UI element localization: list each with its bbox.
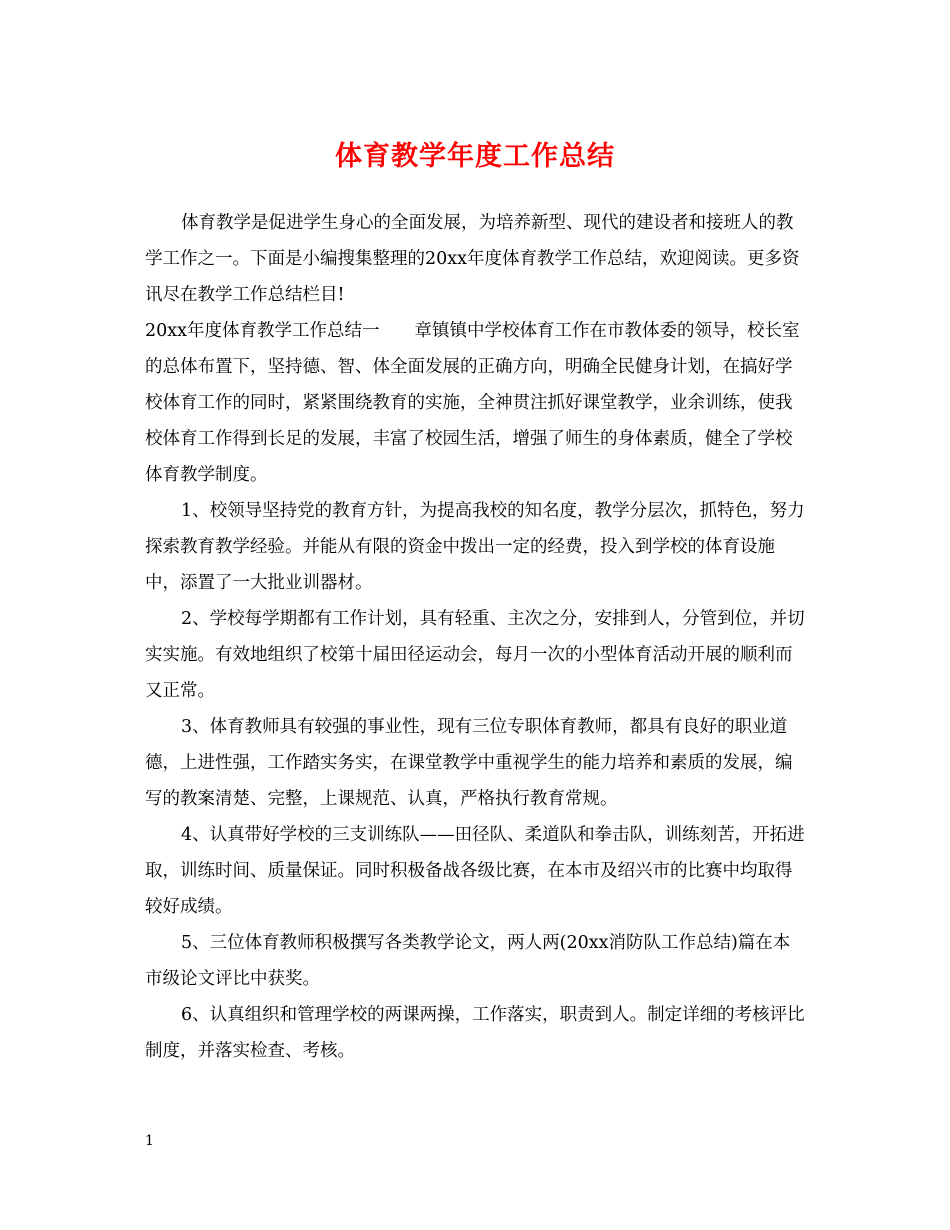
document-title: 体育教学年度工作总结 [335, 141, 615, 172]
paragraph-item-3: 3、体育教师具有较强的事业性，现有三位专职体育教师，都具有良好的职业道德，上进性强，工作踏实务实，在课堂教学中重视学生的能力培养和素质的发展，编写的教案清楚、完整，上课规范、认真，严格执行教育常规。 [145, 717, 793, 809]
paragraph-item-2: 2、学校每学期都有工作计划，具有轻重、主次之分，安排到人，分管到位，并切实实施。有效地组织了校第十届田径运动会，每月一次的小型体育活动开展的顺利而又正常。 [145, 609, 805, 701]
paragraph-item-6: 6、认真组织和管理学校的两课两操，工作落实，职责到人。制定详细的考核评比制度，并落实检查、考核。 [145, 1005, 805, 1061]
paragraph-summary-one: 20xx年度体育教学工作总结一 章镇镇中学校体育工作在市教体委的领导，校长室的总体布置下，坚持德、智、体全面发展的正确方向，明确全民健身计划，在搞好学校体育工作的同时，紧紧围绕教育的实施，全神贯注抓好课堂教学，业余训练，使我校体育工作得到长足的发展，丰富了校园生活，增强了师生的身体素质，健全了学校体育教学制度。 [145, 321, 800, 485]
page-number: 1 [145, 1133, 154, 1149]
paragraph-item-4: 4、认真带好学校的三支训练队——田径队、柔道队和拳击队，训练刻苦，开拓进取，训练时间、质量保证。同时积极备战各级比赛，在本市及绍兴市的比赛中均取得较好成绩。 [145, 825, 805, 917]
document-body [145, 205, 807, 1069]
paragraph-item-1: 1、校领导坚持党的教育方针，为提高我校的知名度，教学分层次，抓特色，努力探索教育教学经验。并能从有限的资金中拨出一定的经费，投入到学校的体育设施中，添置了一大批业训器材。 [145, 501, 805, 593]
paragraph-item-5: 5、三位体育教师积极撰写各类教学论文，两人两(20xx消防队工作总结)篇在本市级论文评比中获奖。 [145, 933, 791, 989]
paragraph-intro: 体育教学是促进学生身心的全面发展，为培养新型、现代的建设者和接班人的教学工作之一。下面是小编搜集整理的20xx年度体育教学工作总结，欢迎阅读。更多资讯尽在教学工作总结栏目! [145, 213, 800, 305]
